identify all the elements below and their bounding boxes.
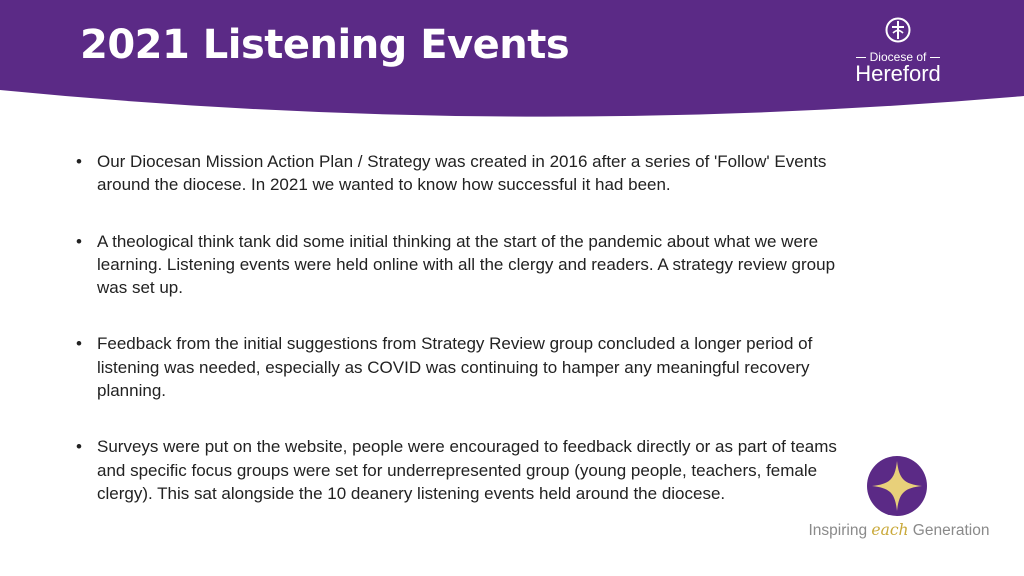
logo-line1-text: Diocese of (869, 50, 927, 64)
bullet-list (76, 150, 866, 538)
list-item (76, 230, 866, 300)
tagline-logo (806, 455, 992, 545)
bullet-text: Feedback from the initial suggestions from Strategy Review group concluded a longer period of listening was needed, especially as COVID was continuing to hamper any meaningful recovery planning. (97, 334, 813, 401)
page-title: 2021 Listening Events (80, 22, 570, 68)
logo-name: Hereford (855, 61, 941, 86)
bullet-marker: • (76, 152, 82, 171)
bullet-text: A theological think tank did some initial thinking at the start of the pandemic about what we were learning. Listening events were held online with all the clergy and readers. A strategy review group was set up. (97, 231, 836, 298)
diocese-logo (846, 16, 950, 88)
list-item (76, 435, 866, 505)
tagline-accent: each (871, 521, 909, 539)
tagline-before: Inspiring (808, 522, 872, 539)
tagline-after: Generation (908, 522, 990, 539)
logo-dash-left (856, 57, 866, 58)
bullet-text: Surveys were put on the website, people were encouraged to feedback directly or as part of teams and specific focus groups were set for underrepresented group (young people, teachers, female clergy). This sat alongside the 10 deanery listening events held around the diocese. (97, 437, 837, 503)
bullet-marker: • (76, 231, 82, 251)
diocese-emblem-icon (884, 16, 912, 44)
list-item (76, 332, 866, 402)
tagline-text (806, 521, 992, 540)
logo-dash-right (930, 57, 940, 58)
bullet-marker: • (76, 437, 82, 457)
list-item (76, 150, 866, 197)
bullet-text: Our Diocesan Mission Action Plan / Strategy was created in 2016 after a series of 'Follow' Events around the diocese. In 2021 we wanted to know how successful it had been. (97, 152, 827, 195)
bullet-marker: • (76, 334, 82, 354)
star-badge-icon (866, 455, 928, 517)
